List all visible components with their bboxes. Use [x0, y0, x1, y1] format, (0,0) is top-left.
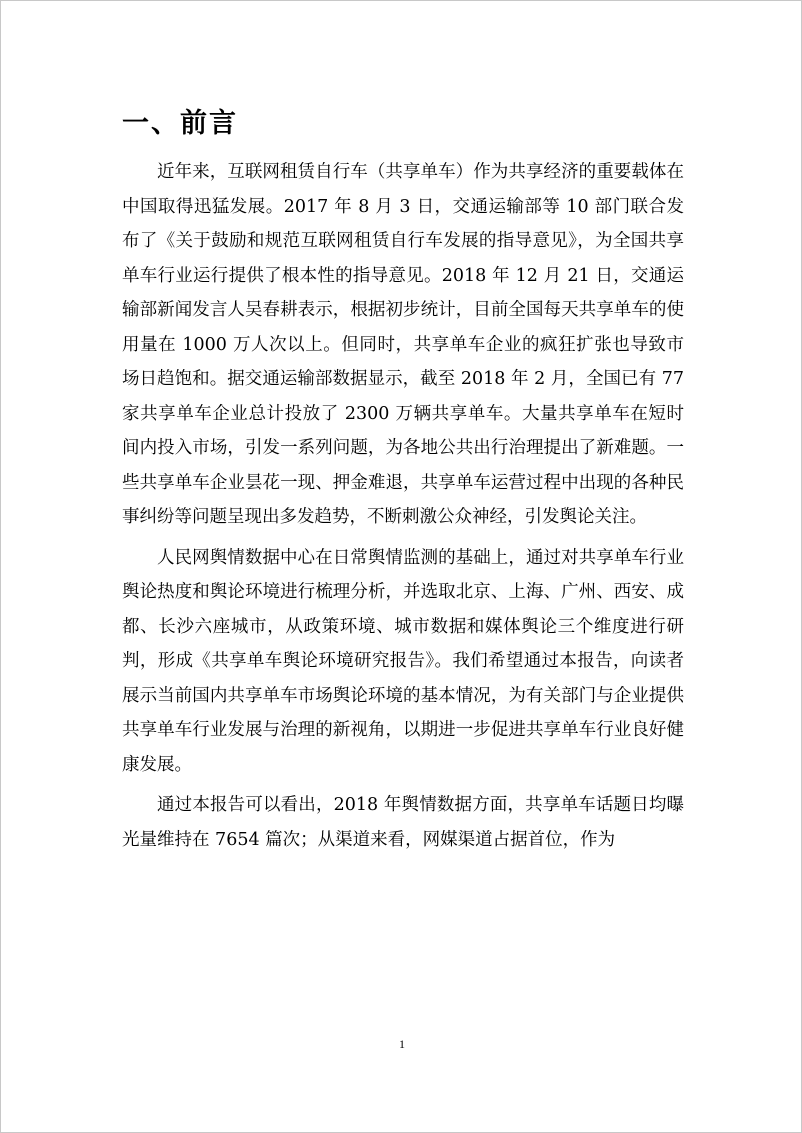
body-text [122, 155, 684, 863]
paragraph-findings: 通过本报告可以看出，2018 年舆情数据方面，共享单车话题日均曝光量维持在 7654 篇次；从渠道来看，网媒渠道占据首位，作为 [122, 795, 684, 850]
paragraph-intro: 近年来，互联网租赁自行车（共享单车）作为共享经济的重要载体在中国取得迅猛发展。2017 年 8 月 3 日，交通运输部等 10 部门联合发布了《关于鼓励和规范互联网租赁自行车发展的指导意见》，为全国共享单车行业运行提供了根本性的指导意见。2018 年 12 月 21 日，交通运输部新闻发言人吴春耕表示，根据初步统计，目前全国每天共享单车的使用量在 1000 万人次以上。但同时，共享单车企业的疯狂扩张也导致市场日趋饱和。据交通运输部数据显示，截至 2018 年 2 月，全国已有 77 家共享单车企业总计投放了 2300 万辆共享单车。大量共享单车在短时间内投入市场，引发一系列问题，为各地公共出行治理提出了新难题。一些共享单车企业昙花一现、押金难退，共享单车运营过程中出现的各种民事纠纷等问题呈现出多发趋势，不断刺激公众神经，引发舆论关注。 [122, 162, 684, 527]
section-heading: 一、前言 [122, 108, 238, 139]
paragraph-report-purpose: 人民网舆情数据中心在日常舆情监测的基础上，通过对共享单车行业舆论热度和舆论环境进行梳理分析，并选取北京、上海、广州、西安、成都、长沙六座城市，从政策环境、城市数据和媒体舆论三个维度进行研判，形成《共享单车舆论环境研究报告》。我们希望通过本报告，向读者展示当前国内共享单车市场舆论环境的基本情况，为有关部门与企业提供共享单车行业发展与治理的新视角，以期进一步促进共享单车行业良好健康发展。 [122, 547, 684, 775]
page-number: 1 [399, 1037, 405, 1051]
